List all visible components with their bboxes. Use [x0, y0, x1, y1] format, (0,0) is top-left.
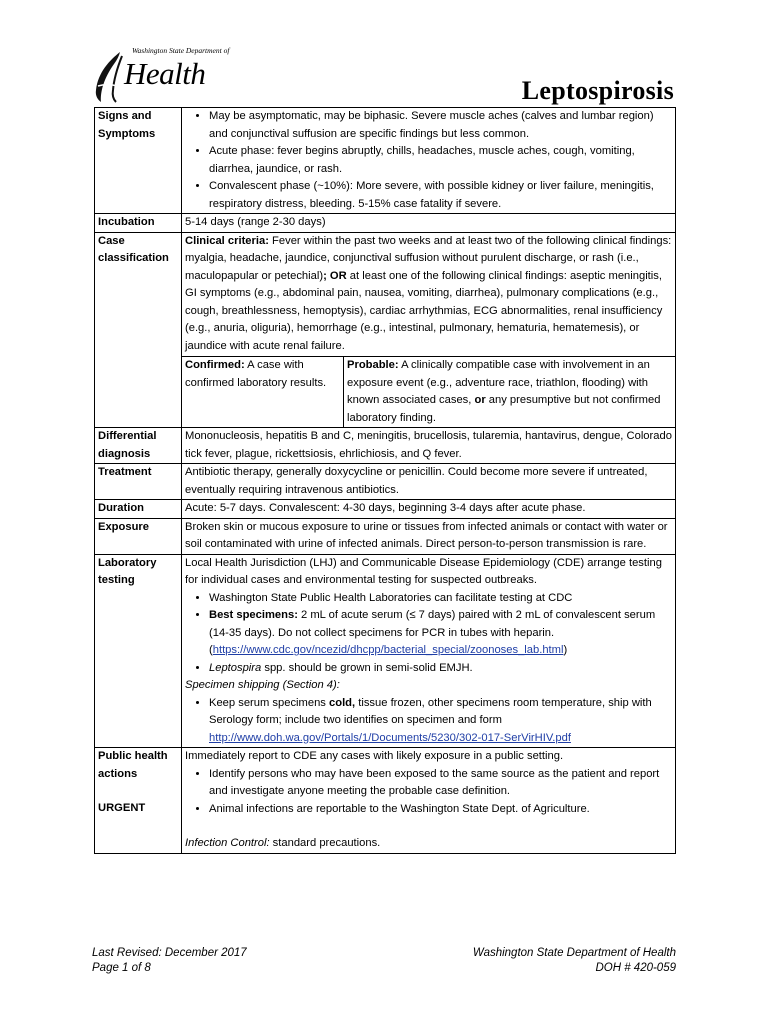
public-health-list [185, 766, 672, 819]
doc-number: DOH # 420-059 [595, 962, 676, 974]
logo-agency-text: Washington State Department of [132, 46, 230, 55]
list-item: • May be asymptomatic, may be biphasic. Severe muscle aches (calves and lumbar region) and conjunctival suffusion are specific findings but less common. [209, 108, 672, 143]
row-exposure [95, 518, 676, 554]
row-incubation [95, 214, 676, 233]
row-label: Public health actions URGENT [95, 748, 182, 854]
row-content: Antibiotic therapy, generally doxycycline or penicillin. Could become more severe if untreated, eventually requiring intravenous antibiotics. [182, 464, 676, 500]
clinical-criteria-label: Clinical criteria: [185, 234, 269, 247]
list-item: • Convalescent phase (~10%): More severe, with possible kidney or liver failure, meningitis, respiratory distress, bleeding. 5-15% case fatality if severe. [209, 178, 672, 213]
row-content [182, 232, 676, 428]
shipping-list [185, 695, 672, 748]
case-definition-subtable [182, 356, 675, 427]
row-content: Acute: 5-7 days. Convalescent: 4-30 days, beginning 3-4 days after acute phase. [182, 500, 676, 519]
logo-health-text: Health [124, 56, 206, 91]
public-health-intro: Immediately report to CDE any cases with likely exposure in a public setting. [185, 750, 564, 762]
probable-definition: Probable: A clinically compatible case with involvement in an exposure event (e.g., adventure race, triathlon, flooding) with known associated cases, or any presumptive but not confirmed laboratory finding. [347, 359, 661, 424]
list-item: • Washington State Public Health Laboratories can facilitate testing at CDC [209, 590, 672, 608]
row-label: Treatment [95, 464, 182, 500]
clinical-criteria: Clinical criteria: Fever within the past two weeks and at least two of the following clinical findings: myalgia, headache, jaundice, conjunctival suffusion without purulent discharge, or rash (i.e., maculopapular or petechial); OR at least one of the following clinical findings: aseptic meningitis, GI symptoms (e.g., abdominal pain, nausea, vomiting, diarrhea), pulmonary complications (e.g., cough, breathlessness, hemoptysis), cardiac arrhythmias, ECG abnormalities, renal insufficiency (e.g., anuria, oliguria), hemorrhage (e.g., intestinal, pulmonary, hematuria, hematemesis), or jaundice with acute renal failure. [185, 234, 672, 352]
list-item: • Leptospira spp. should be grown in semi-solid EMJH. [209, 660, 672, 678]
symptoms-list [185, 108, 672, 213]
row-differential-diagnosis [95, 428, 676, 464]
row-signs-symptoms [95, 108, 676, 214]
row-duration [95, 500, 676, 519]
row-label: Incubation [95, 214, 182, 233]
fact-sheet-table [94, 107, 676, 854]
urgent-label: URGENT [98, 802, 146, 814]
page-number: Page 1 of 8 [92, 962, 151, 974]
infection-control: Infection Control: standard precautions. [185, 837, 381, 849]
row-label: Exposure [95, 518, 182, 554]
last-revised: Last Revised: December 2017 [92, 947, 247, 959]
list-item: • Best specimens: 2 mL of acute serum (≤ 7 days) paired with 2 mL of convalescent serum (14-35 days). Do not collect specimens for PCR in tubes with heparin. (https://www.cdc.gov/ncezid/dhcpp/bacterial_special/zoonoses_lab.html) [209, 607, 672, 660]
row-label: Case classification [95, 232, 182, 428]
row-label: Differential diagnosis [95, 428, 182, 464]
row-content: 5-14 days (range 2-30 days) [182, 214, 676, 233]
list-item: • Keep serum specimens cold, tissue frozen, other specimens room temperature, ship with Serology form; include two identifies on specimen and form http://www.doh.wa.gov/Portals/1/Documents/5230/302-017-SerVirHIV.pdf [209, 695, 672, 748]
lab-intro: Local Health Jurisdiction (LHJ) and Communicable Disease Epidemiology (CDE) arrange testing for individual cases and environmental testing for suspected outbreaks. [185, 556, 662, 586]
lab-list [185, 590, 672, 678]
page-header [92, 40, 676, 106]
row-public-health-actions [95, 748, 676, 854]
row-label: Duration [95, 500, 182, 519]
confirmed-definition: Confirmed: A case with confirmed laboratory results. [182, 357, 344, 428]
page-title: Leptospirosis [521, 76, 674, 105]
specimen-shipping-label: Specimen shipping (Section 4): [185, 679, 340, 691]
row-content [182, 108, 676, 214]
row-case-classification [95, 232, 676, 428]
list-item: • Animal infections are reportable to the Washington State Dept. of Agriculture. [209, 801, 672, 819]
list-item: • Acute phase: fever begins abruptly, chills, headaches, muscle aches, cough, vomiting, diarrhea, jaundice, or rash. [209, 143, 672, 178]
doh-serology-form-link[interactable]: http://www.doh.wa.gov/Portals/1/Documents/5230/302-017-SerVirHIV.pdf [209, 731, 571, 744]
row-laboratory-testing [95, 554, 676, 748]
feather-logo-icon [92, 50, 126, 104]
cdc-lab-link[interactable]: https://www.cdc.gov/ncezid/dhcpp/bacterial_special/zoonoses_lab.html [212, 644, 564, 656]
row-content: Broken skin or mucous exposure to urine or tissues from infected animals or contact with water or soil contaminated with urine of infected animals. Direct person-to-person transmission is rare. [182, 518, 676, 554]
footer-agency: Washington State Department of Health [472, 947, 676, 959]
row-content [182, 554, 676, 748]
row-content: Mononucleosis, hepatitis B and C, meningitis, brucellosis, tularemia, hantavirus, dengue, Colorado tick fever, plague, rickettsiosis, ehrlichiosis, and Q fever. [182, 428, 676, 464]
row-treatment [95, 464, 676, 500]
list-item: • Identify persons who may have been exposed to the same source as the patient and report and investigate anyone meeting the probable case definition. [209, 766, 672, 801]
doh-logo [92, 46, 232, 106]
row-label: Laboratory testing [95, 554, 182, 748]
row-label: Signs and Symptoms [95, 108, 182, 214]
row-content [182, 748, 676, 854]
